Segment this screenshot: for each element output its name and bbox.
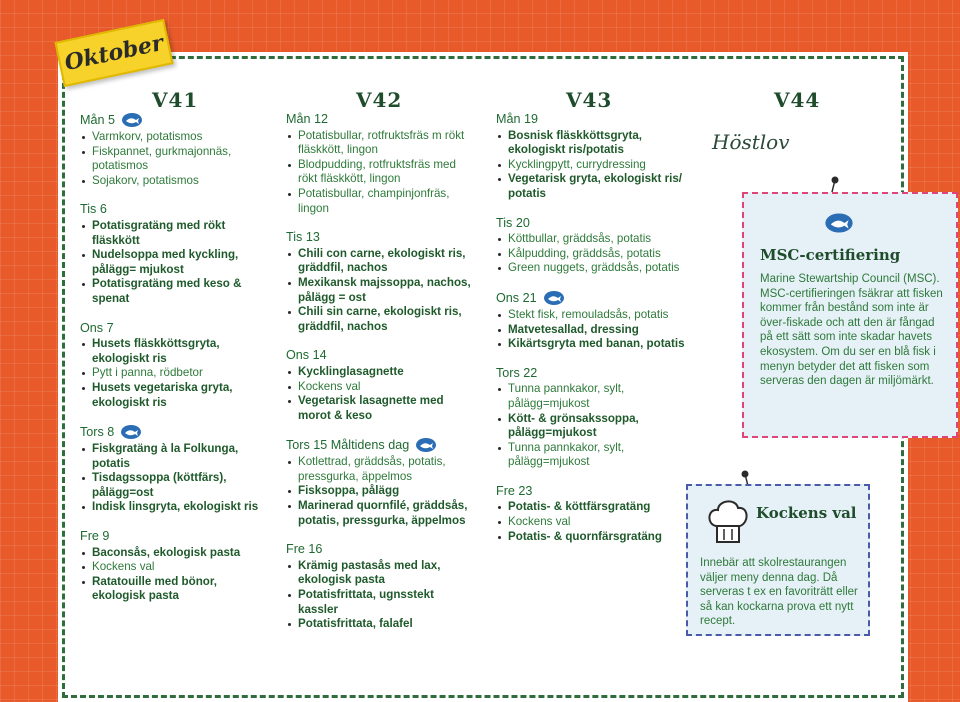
list-item: Ratatouille med bönor, ekologisk pasta — [80, 575, 260, 604]
list-item: Green nuggets, gräddsås, potatis — [496, 261, 696, 276]
msc-fish-icon — [120, 424, 142, 440]
day-header: Mån 5 — [80, 112, 260, 128]
list-item: Kotlettrad, gräddsås, potatis, pressgurka, äppelmos — [286, 455, 476, 484]
day-header: Tis 20 — [496, 215, 530, 230]
list-item: Kycklingpytt, currydressing — [496, 158, 696, 173]
month-label: Oktober — [62, 29, 166, 77]
list-item: Kålpudding, gräddsås, potatis — [496, 247, 696, 262]
day-header: Ons 7 — [80, 320, 114, 335]
list-item: Tunna pannkakor, sylt, pålägg=mjukost — [496, 382, 696, 411]
week-v43: V43 — [566, 88, 613, 112]
list-item: Fiskpannet, gurkmajonnäs, potatismos — [80, 145, 260, 174]
column-v43 — [496, 112, 696, 544]
list-item: Mexikansk majssoppa, nachos, pålägg = ost — [286, 276, 476, 305]
day-header: Tors 15 Måltidens dag — [286, 437, 476, 453]
list-item: Vegetarisk gryta, ekologiskt ris/ potatis — [496, 172, 696, 201]
week-v44: V44 — [774, 88, 821, 112]
column-v41 — [80, 112, 260, 604]
list-item: Husets vegetariska gryta, ekologiskt ris — [80, 381, 260, 410]
list-item: Tunna pannkakor, sylt, pålägg=mjukost — [496, 441, 696, 470]
list-item: Potatis- & quornfärsgratäng — [496, 530, 696, 545]
holiday-label: Höstlov — [712, 130, 790, 154]
week-v42: V42 — [356, 88, 403, 112]
day-header: Fre 16 — [286, 542, 323, 557]
day-header: Ons 14 — [286, 348, 327, 363]
day-header: Tis 6 — [80, 202, 107, 217]
list-item: Stekt fisk, remouladsås, potatis — [496, 308, 696, 323]
list-item: Fiskgratäng à la Folkunga, potatis — [80, 442, 260, 471]
msc-fish-icon — [543, 290, 565, 306]
list-item: Sojakorv, potatismos — [80, 174, 260, 189]
list-item: Fisksoppa, pålägg — [286, 484, 476, 499]
list-item: Vegetarisk lasagnette med morot & keso — [286, 394, 476, 423]
msc-text: Marine Stewartship Council (MSC). MSC-certifieringen fsäkrar att fisken kommer från bestånd som inte är över-fiskade och att den är fångad på ett sätt som inte skadar havets ekosystem. Om du ser en blå fisk i menyn betyder det att fisken som serveras den dagen är miljömärkt. — [760, 273, 943, 388]
chef-text: Innebär att skolrestaurangen väljer meny denna dag. Då serveras t ex en favoriträtt eller så kan kockarna prova ett nytt recept. — [700, 557, 858, 628]
week-v41: V41 — [152, 88, 199, 112]
list-item: Potatisfrittata, falafel — [286, 617, 476, 632]
list-item: Potatisgratäng med keso & spenat — [80, 277, 260, 306]
list-item: Potatisgratäng med rökt fläskkött — [80, 219, 260, 248]
day-header: Ons 21 — [496, 290, 696, 306]
list-item: Bosnisk fläskköttsgryta, ekologiskt ris/potatis — [496, 129, 696, 158]
list-item: Varmkorv, potatismos — [80, 130, 260, 145]
day-header: Tors 22 — [496, 365, 538, 380]
msc-fish-icon — [415, 437, 437, 453]
list-item: Kycklinglasagnette — [286, 365, 476, 380]
list-item: Kockens val — [286, 380, 476, 395]
list-item: Kikärtsgryta med banan, potatis — [496, 337, 696, 352]
list-item: Pytt i panna, rödbetor — [80, 366, 260, 381]
list-item: Indisk linsgryta, ekologiskt ris — [80, 500, 260, 515]
day-header: Tors 8 — [80, 424, 260, 440]
column-v42 — [286, 112, 476, 632]
chef-hat-icon — [706, 496, 750, 548]
list-item: Nudelsoppa med kyckling, pålägg= mjukost — [80, 248, 260, 277]
list-item: Kockens val — [80, 560, 260, 575]
msc-fish-icon — [121, 112, 143, 128]
chef-title: Kockens val — [756, 504, 857, 522]
list-item: Potatisfrittata, ugnsstekt kassler — [286, 588, 476, 617]
list-item: Potatis- & köttfärsgratäng — [496, 500, 696, 515]
list-item: Blodpudding, rotfruktsfräs med rökt fläskkött, lingon — [286, 158, 476, 187]
day-header: Tis 13 — [286, 230, 320, 245]
list-item: Husets fläskköttsgryta, ekologiskt ris — [80, 337, 260, 366]
day-header: Mån 19 — [496, 112, 539, 126]
list-item: Chili con carne, ekologiskt ris, gräddfil, nachos — [286, 247, 476, 276]
list-item: Matvetesallad, dressing — [496, 323, 696, 338]
list-item: Krämig pastasås med lax, ekologisk pasta — [286, 559, 476, 588]
list-item: Tisdagssoppa (köttfärs), pålägg=ost — [80, 471, 260, 500]
msc-title: MSC-certifiering — [760, 246, 901, 264]
msc-info-box — [742, 192, 958, 438]
day-header: Fre 9 — [80, 529, 110, 544]
day-header: Mån 12 — [286, 112, 329, 126]
list-item: Kött- & grönsakssoppa, pålägg=mjukost — [496, 412, 696, 441]
list-item: Chili sin carne, ekologiskt ris, gräddfil, nachos — [286, 305, 476, 334]
chef-info-box — [686, 484, 870, 636]
list-item: Marinerad quornfilé, gräddsås, potatis, pressgurka, äppelmos — [286, 499, 476, 528]
list-item: Kockens val — [496, 515, 696, 530]
list-item: Köttbullar, gräddsås, potatis — [496, 232, 696, 247]
list-item: Potatisbullar, champinjonfräs, lingon — [286, 187, 476, 216]
list-item: Potatisbullar, rotfruktsfräs m rökt fläskkött, lingon — [286, 129, 476, 158]
list-item: Baconsås, ekologisk pasta — [80, 546, 260, 561]
day-header: Fre 23 — [496, 483, 533, 498]
msc-fish-icon — [824, 212, 854, 234]
